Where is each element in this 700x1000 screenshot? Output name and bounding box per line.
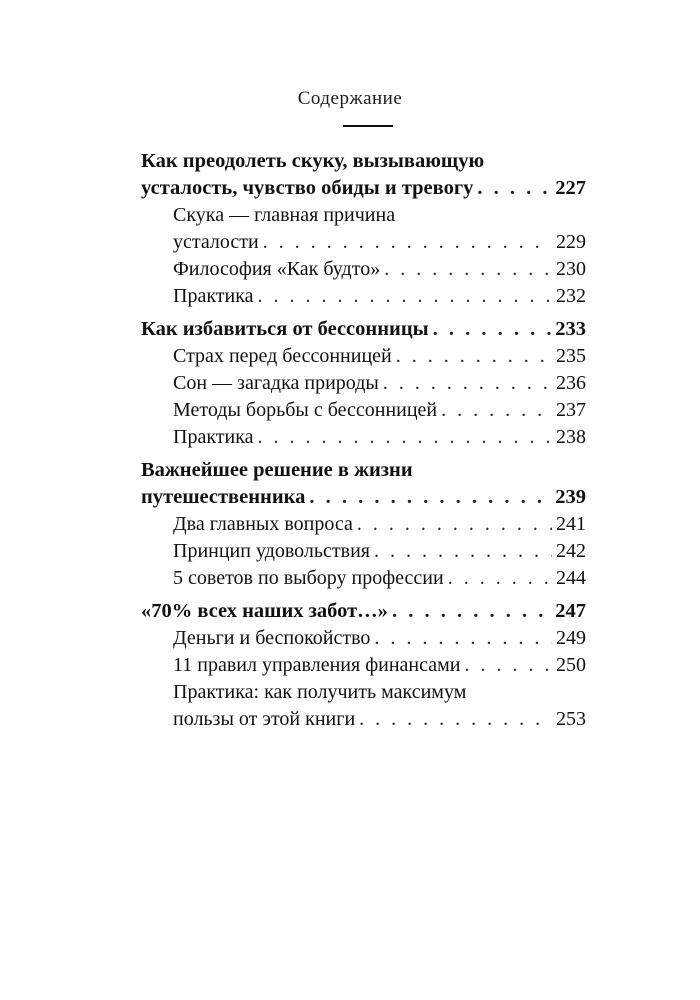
toc-line xyxy=(141,538,586,565)
dot-leader xyxy=(441,397,552,424)
chapter-title-text: «70% всех наших забот…» xyxy=(141,600,388,622)
toc-subsection-item[interactable] xyxy=(141,652,586,679)
title-rule xyxy=(343,125,393,127)
toc-line xyxy=(141,229,586,256)
toc-line xyxy=(141,370,586,397)
page-number: 232 xyxy=(556,285,586,307)
subsection-title-text: Практика: как получить максимум xyxy=(173,681,467,703)
chapter-title-text: путешественника xyxy=(141,486,306,508)
dot-leader xyxy=(383,370,552,397)
dot-leader xyxy=(258,424,552,451)
dot-leader xyxy=(396,343,552,370)
table-of-contents xyxy=(141,148,586,739)
dot-leader xyxy=(357,511,552,538)
toc-line xyxy=(141,343,586,370)
subsection-title-text: усталости xyxy=(173,231,259,253)
toc-subsection-item[interactable] xyxy=(141,343,586,370)
toc-line xyxy=(141,625,586,652)
subsection-title-text: Деньги и беспокойство xyxy=(173,627,371,649)
subsection-title-text: Скука — главная причина xyxy=(173,204,396,226)
toc-line xyxy=(141,256,586,283)
toc-chapter-heading[interactable] xyxy=(141,148,586,202)
toc-line xyxy=(141,679,586,706)
toc-line xyxy=(141,424,586,451)
toc-chapter-heading[interactable] xyxy=(141,457,586,511)
toc-subsection-item[interactable] xyxy=(141,202,586,256)
page-number: 235 xyxy=(556,345,586,367)
toc-line xyxy=(141,565,586,592)
chapter-title-text: усталость, чувство обиды и тревогу xyxy=(141,177,474,199)
page-number: 250 xyxy=(556,654,586,676)
toc-section xyxy=(141,316,586,457)
subsection-title-text: 5 советов по выбору профессии xyxy=(173,567,444,589)
toc-section xyxy=(141,457,586,598)
toc-line xyxy=(141,283,586,310)
toc-line xyxy=(141,652,586,679)
dot-leader xyxy=(477,175,551,202)
toc-subsection-item[interactable] xyxy=(141,538,586,565)
toc-line xyxy=(141,598,586,625)
toc-subsection-item[interactable] xyxy=(141,283,586,310)
subsection-title-text: Практика xyxy=(173,285,254,307)
subsection-title-text: Философия «Как будто» xyxy=(173,258,381,280)
toc-line xyxy=(141,175,586,202)
subsection-title-text: Два главных вопроса xyxy=(173,513,353,535)
toc-subsection-item[interactable] xyxy=(141,397,586,424)
page-number: 227 xyxy=(555,177,586,199)
subsection-title-text: 11 правил управления финансами xyxy=(173,654,461,676)
dot-leader xyxy=(392,598,551,625)
dot-leader xyxy=(263,229,552,256)
toc-line xyxy=(141,397,586,424)
dot-leader xyxy=(384,256,552,283)
toc-subsection-item[interactable] xyxy=(141,424,586,451)
subsection-title-text: пользы от этой книги xyxy=(173,708,356,730)
dot-leader xyxy=(374,538,552,565)
toc-subsection-item[interactable] xyxy=(141,565,586,592)
toc-subsection-item[interactable] xyxy=(141,679,586,733)
chapter-title-text: Важнейшее решение в жизни xyxy=(141,459,413,481)
chapter-title-text: Как преодолеть скуку, вызывающую xyxy=(141,150,485,172)
toc-line xyxy=(141,316,586,343)
page-number: 238 xyxy=(556,426,586,448)
page-number: 247 xyxy=(555,600,586,622)
dot-leader xyxy=(465,652,553,679)
toc-line xyxy=(141,511,586,538)
dot-leader xyxy=(359,706,552,733)
page-number: 237 xyxy=(556,399,586,421)
dot-leader xyxy=(309,484,551,511)
toc-subsection-item[interactable] xyxy=(141,370,586,397)
toc-subsection-item[interactable] xyxy=(141,256,586,283)
toc-line xyxy=(141,148,586,175)
toc-line xyxy=(141,706,586,733)
page-number: 249 xyxy=(556,627,586,649)
toc-chapter-heading[interactable] xyxy=(141,316,586,343)
toc-line xyxy=(141,484,586,511)
dot-leader xyxy=(448,565,552,592)
toc-line xyxy=(141,202,586,229)
page-number: 253 xyxy=(556,708,586,730)
page-number: 244 xyxy=(556,567,586,589)
subsection-title-text: Сон — загадка природы xyxy=(173,372,379,394)
dot-leader xyxy=(433,316,552,343)
toc-section xyxy=(141,598,586,739)
dot-leader xyxy=(374,625,552,652)
subsection-title-text: Страх перед бессонницей xyxy=(173,345,392,367)
page-number: 230 xyxy=(556,258,586,280)
page-number: 239 xyxy=(555,486,586,508)
dot-leader xyxy=(258,283,552,310)
toc-line xyxy=(141,457,586,484)
toc-subsection-item[interactable] xyxy=(141,625,586,652)
page-number: 242 xyxy=(556,540,586,562)
subsection-title-text: Практика xyxy=(173,426,254,448)
page-number: 236 xyxy=(556,372,586,394)
page-number: 229 xyxy=(556,231,586,253)
toc-section xyxy=(141,148,586,316)
page-number: 241 xyxy=(556,513,586,535)
subsection-title-text: Принцип удовольствия xyxy=(173,540,370,562)
toc-subsection-item[interactable] xyxy=(141,511,586,538)
toc-chapter-heading[interactable] xyxy=(141,598,586,625)
page-number: 233 xyxy=(555,318,586,340)
subsection-title-text: Методы борьбы с бессонницей xyxy=(173,399,438,421)
page-title: Содержание xyxy=(297,88,403,109)
chapter-title-text: Как избавиться от бессонницы xyxy=(141,318,429,340)
